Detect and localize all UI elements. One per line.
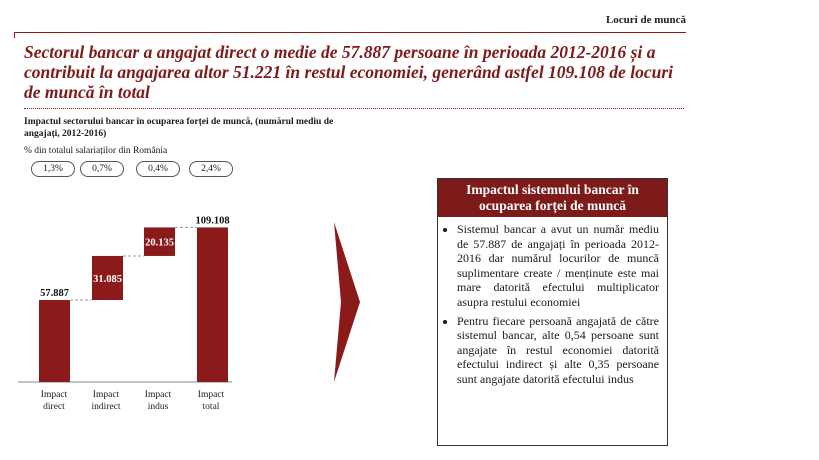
page-title: Sectorul bancar a angajat direct o medie de 57.887 persoane în perioada 2012-2016 și a contribuit la angajarea altor 51.221 în restul economiei, generând astfel 109.108 de locuri de muncă în total (24, 42, 673, 102)
info-box (437, 178, 668, 446)
pct-badge-total: 2,4% (189, 161, 233, 177)
pct-badge-indus: 0,4% (136, 161, 180, 177)
value-label: 57.887 (40, 287, 69, 299)
pct-badge-direct: 1,3% (31, 161, 75, 177)
percent-title: % din totalul salariaților din România (24, 146, 168, 156)
section-label: Locuri de muncă (605, 14, 686, 26)
info-box-list (444, 222, 659, 387)
bar-1 (39, 300, 70, 382)
bar-4 (197, 227, 228, 382)
x-label-indus: Impact indus (144, 390, 172, 412)
chart-title: Impactul sectorului bancar în ocuparea forței de muncă, (numărul mediu de angajați, 2012-2016) (24, 117, 334, 139)
info-bullet: • Pentru fiecare persoană angajată de către sistemul bancar, alte 0,54 persoane sunt angajate în restul economiei datorită efectului indirect și alte 0,35 persoane sunt angajate datorită efectului indus (457, 314, 659, 387)
x-label-total: Impact total (197, 390, 225, 412)
pct-badge-indirect: 0,7% (80, 161, 124, 177)
info-box-title: Impactul sistemului bancar în ocuparea forței de muncă (438, 179, 667, 217)
x-label-indirect: Impact indirect (91, 390, 121, 412)
value-label: 20.135 (145, 237, 174, 249)
value-label: 109.108 (195, 215, 230, 227)
value-label: 31.085 (93, 273, 122, 285)
info-bullet: • Sistemul bancar a avut un număr mediu de 57.887 de angajați în perioada 2012-2016 dar numărul locurilor de muncă suplimentare create / menținute este mai mare datorită efectului multiplicator asupra restului economiei (457, 222, 659, 310)
x-label-direct: Impact direct (40, 390, 68, 412)
